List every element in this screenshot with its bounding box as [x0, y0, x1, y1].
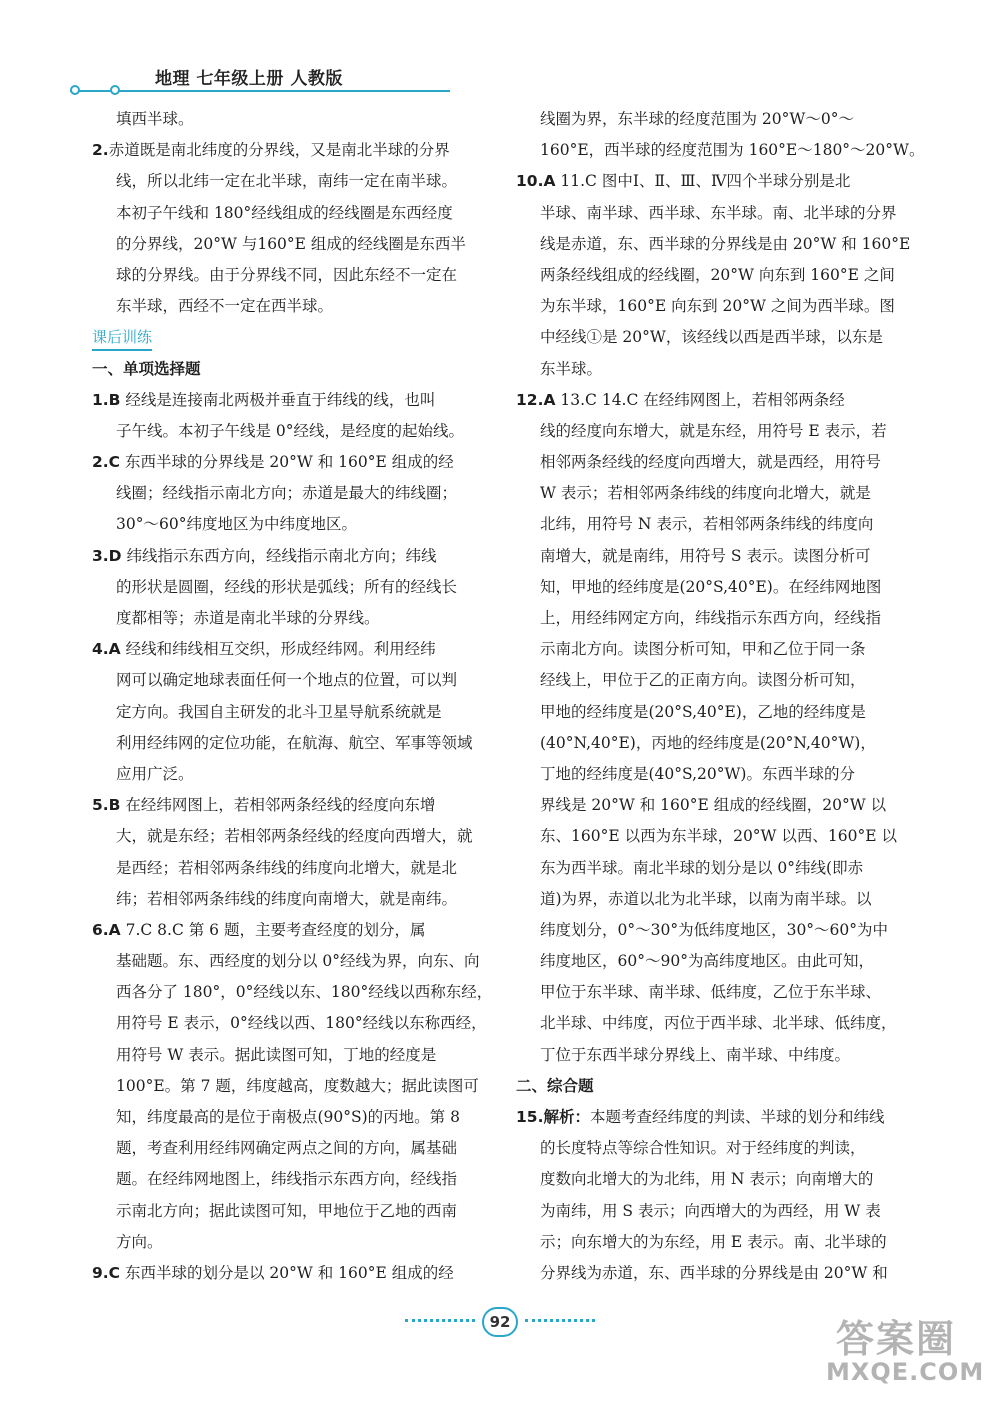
page-header — [70, 58, 470, 108]
line-text: 经线上，甲位于乙的正南方向。读图分析可知， — [540, 671, 866, 690]
line-text: 利用经纬网的定位功能，在航海、航空、军事等领域 — [116, 733, 473, 752]
line-text: 东半球。 — [540, 359, 603, 378]
text-line — [92, 634, 490, 665]
right-column — [516, 104, 925, 1289]
header-dot-left — [70, 85, 80, 95]
line-text: 大，就是东经；若相邻两条经线的经度向西增大，就 — [116, 827, 473, 846]
text-line — [516, 478, 910, 509]
text-line — [516, 1164, 910, 1195]
text-line — [92, 697, 490, 728]
text-line — [92, 884, 490, 915]
header-rule — [70, 90, 450, 92]
line-text: 线的经度向东增大，就是东经，用符号 E 表示，若 — [540, 421, 887, 440]
question-group-heading: 二、综合题 — [516, 1076, 594, 1095]
text-line — [92, 821, 490, 852]
line-text: 本初子午线和 180°经线组成的经线圈是东西经度 — [116, 203, 453, 222]
line-text: 示；向东增大的为东经，用 E 表示。南、北半球的 — [540, 1232, 887, 1251]
line-text: 赤道既是南北纬度的分界线，又是南北半球的分界 — [108, 141, 450, 160]
line-text: 相邻两条经线的经度向西增大，就是西经，用符号 — [540, 453, 882, 472]
text-line — [516, 1102, 910, 1133]
text-line — [516, 416, 910, 447]
text-line — [516, 697, 910, 728]
text-line — [516, 1040, 910, 1071]
line-text: 东、160°E 以西为东半球，20°W 以西、160°E 以 — [540, 827, 897, 846]
text-line — [92, 198, 490, 229]
text-line — [516, 821, 910, 852]
text-line — [516, 946, 910, 977]
line-text: 题。在经纬网地图上，纬线指示东西方向，经线指 — [116, 1170, 458, 1189]
line-text: 东西半球的分界线是 20°W 和 160°E 组成的经 — [120, 453, 454, 472]
line-text: 上，用经纬网定方向，纬线指示东西方向，经线指 — [540, 609, 882, 627]
answer-number: 2.C — [92, 453, 121, 472]
line-text: 甲位于东半球、南半球、低纬度，乙位于东半球、 — [540, 983, 882, 1002]
line-text: (40°N,40°E)，丙地的经纬度是(20°N,40°W)， — [540, 733, 876, 752]
line-text: 100°E。第 7 题，纬度越高，度数越大；据此读图可 — [116, 1076, 479, 1095]
text-line — [516, 1133, 910, 1164]
text-line — [516, 166, 910, 197]
line-text: W 表示；若相邻两条纬线的纬度向北增大，就是 — [540, 484, 871, 503]
text-line — [516, 447, 910, 478]
line-text: 160°E，西半球的经度范围为 160°E～180°～20°W。 — [540, 141, 925, 160]
text-line — [92, 1040, 490, 1071]
question-group-heading: 一、单项选择题 — [92, 359, 201, 378]
text-line — [92, 1258, 490, 1289]
text-line — [92, 416, 490, 447]
text-line — [92, 915, 490, 946]
answer-number: 10.A — [516, 172, 556, 191]
line-text: 纬度划分，0°～30°为低纬度地区，30°～60°为中 — [540, 920, 889, 939]
line-text: 子午线。本初子午线是 0°经线，是经度的起始线。 — [116, 421, 465, 440]
line-text: 11.C 图中Ⅰ、Ⅱ、Ⅲ、Ⅳ四个半球分别是北 — [555, 172, 851, 191]
text-line — [516, 135, 925, 166]
line-text: 用符号 E 表示，0°经线以西、180°经线以东称西经， — [116, 1014, 487, 1033]
text-line — [92, 104, 490, 135]
text-line — [92, 1196, 490, 1227]
header-dot-right — [110, 85, 120, 95]
line-text: 7.C 8.C 第 6 题，主要考查经度的划分，属 — [120, 920, 426, 939]
text-line — [516, 1258, 910, 1289]
answer-number: 3.D — [92, 546, 122, 565]
text-line — [92, 1071, 490, 1102]
text-line — [516, 291, 910, 322]
analysis-label: 解析： — [543, 1108, 590, 1126]
text-line — [516, 354, 910, 385]
line-text: 纬；若相邻两条纬线的纬度向南增大，就是南纬。 — [116, 889, 458, 908]
line-text: 为南纬，用 S 表示；向西增大的为西经，用 W 表 — [540, 1201, 881, 1220]
line-text: 经线和纬线相互交织，形成经纬网。利用经纬 — [120, 640, 436, 659]
line-text: 纬线指示东西方向，经线指示南北方向；纬线 — [121, 546, 437, 565]
line-text: 东为西半球。南北半球的划分是以 0°纬线(即赤 — [540, 858, 864, 877]
line-text: 为东半球，160°E 向东到 20°W 之间为西半球。图 — [540, 297, 895, 316]
text-line — [92, 728, 490, 759]
text-line — [92, 1008, 490, 1039]
answer-number: 9.C — [92, 1263, 121, 1282]
line-text: 示南北方向。读图分析可知，甲和乙位于同一条 — [540, 640, 866, 659]
answer-number: 15. — [516, 1108, 544, 1126]
text-line — [516, 634, 910, 665]
line-text: 本题考查经纬度的判读、半球的划分和纬线 — [589, 1108, 885, 1126]
line-text: 定方向。我国自主研发的北斗卫星导航系统就是 — [116, 702, 442, 721]
line-text: 知，纬度最高的是位于南极点(90°S)的丙地。第 8 — [116, 1108, 460, 1126]
page-number: 92 — [482, 1307, 518, 1337]
line-text: 在经纬网图上，若相邻两条经线的经度向东增 — [120, 796, 436, 815]
line-text: 的长度特点等综合性知识。对于经纬度的判读， — [540, 1139, 866, 1158]
line-text: 丁位于东西半球分界线上、南半球、中纬度。 — [540, 1045, 851, 1064]
text-line — [516, 104, 910, 135]
text-line — [92, 260, 490, 291]
text-line — [516, 1008, 910, 1039]
text-line — [92, 759, 490, 790]
text-line — [92, 135, 490, 166]
line-text: 度都相等；赤道是南北半球的分界线。 — [116, 609, 380, 627]
line-text: 基础题。东、西经度的划分以 0°经线为界，向东、向 — [116, 952, 480, 971]
text-line — [516, 759, 910, 790]
line-text: 的分界线，20°W 与160°E 组成的经线圈是东西半 — [116, 234, 466, 253]
text-line — [92, 977, 493, 1008]
text-line — [92, 166, 490, 197]
line-text: 30°～60°纬度地区为中纬度地区。 — [116, 515, 357, 534]
watermark-text-bottom: MXQE.COM — [826, 1358, 985, 1386]
text-line — [92, 229, 490, 260]
watermark-text-top: 答案圈 — [836, 1317, 957, 1361]
line-text: 度数向北增大的为北纬，用 N 表示；向南增大的 — [540, 1170, 874, 1189]
text-line — [516, 229, 910, 260]
text-line — [92, 665, 490, 696]
line-text: 西各分了 180°，0°经线以东、180°经线以西称东经， — [116, 983, 493, 1002]
text-line — [516, 572, 910, 603]
line-text: 线圈为界，东半球的经度范围为 20°W～0°～ — [540, 110, 854, 128]
left-column — [92, 104, 493, 1289]
text-line — [516, 853, 910, 884]
line-text: 线圈；经线指示南北方向；赤道是最大的纬线圈； — [116, 484, 458, 503]
line-text: 东半球，西经不一定在西半球。 — [116, 297, 334, 316]
text-line — [92, 790, 490, 821]
text-line — [516, 728, 910, 759]
text-line — [92, 1133, 490, 1164]
footer-dots-right — [525, 1319, 595, 1322]
text-line — [516, 1227, 910, 1258]
line-text: 北纬，用符号 N 表示，若相邻两条纬线的纬度向 — [540, 515, 874, 534]
line-text: 填西半球。 — [116, 110, 194, 128]
line-text: 网可以确定地球表面任何一个地点的位置，可以判 — [116, 671, 458, 690]
text-line — [516, 603, 910, 634]
text-line — [92, 603, 490, 634]
text-line — [92, 853, 490, 884]
line-text: 球的分界线。由于分界线不同，因此东经不一定在 — [116, 265, 458, 284]
text-line — [516, 198, 910, 229]
line-text: 是西经；若相邻两条纬线的纬度向北增大，就是北 — [116, 858, 458, 877]
line-text: 分界线为赤道，东、西半球的分界线是由 20°W 和 — [540, 1263, 888, 1282]
text-line — [92, 447, 490, 478]
text-line — [92, 1164, 490, 1195]
line-text: 13.C 14.C 在经纬网图上，若相邻两条经 — [555, 390, 845, 409]
line-text: 南增大，就是南纬，用符号 S 表示。读图分析可 — [540, 546, 871, 565]
text-line — [92, 572, 490, 603]
text-line — [516, 509, 910, 540]
book-title: 地理 七年级上册 人教版 — [155, 69, 343, 89]
line-text: 方向。 — [116, 1232, 163, 1251]
footer-dots-left — [405, 1319, 475, 1322]
line-text: 两条经线组成的经线圈，20°W 向东到 160°E 之间 — [540, 265, 895, 284]
text-line — [92, 946, 490, 977]
line-text: 经线是连接南北两极并垂直于纬线的线，也叫 — [120, 390, 436, 409]
line-text: 中经线①是 20°W，该经线以西是西半球，以东是 — [540, 328, 883, 347]
answer-number: 1.B — [92, 390, 121, 409]
text-line — [516, 260, 910, 291]
line-text: 界线是 20°W 和 160°E 组成的经线圈，20°W 以 — [540, 796, 887, 815]
text-line — [92, 541, 490, 572]
section-label: 课后训练 — [92, 325, 152, 351]
watermark-logo — [808, 1308, 998, 1398]
answer-number: 6.A — [92, 920, 121, 939]
line-text: 线，所以北纬一定在北半球，南纬一定在南半球。 — [116, 172, 458, 191]
answer-number: 12.A — [516, 390, 556, 409]
text-line — [516, 1196, 910, 1227]
section-title — [92, 322, 490, 353]
line-text: 应用广泛。 — [116, 764, 194, 783]
line-text: 纬度地区，60°～90°为高纬度地区。由此可知， — [540, 952, 874, 971]
answer-number: 4.A — [92, 640, 121, 659]
text-line — [92, 291, 490, 322]
text-line — [516, 884, 910, 915]
line-text: 的形状是圆圈，经线的形状是弧线；所有的经线长 — [116, 577, 458, 596]
text-line — [92, 1102, 490, 1133]
text-line — [516, 790, 910, 821]
line-text: 北半球、中纬度，丙位于西半球、北半球、低纬度， — [540, 1014, 897, 1033]
line-text: 题，考查利用经纬网确定两点之间的方向，属基础 — [116, 1139, 458, 1158]
line-text: 线是赤道，东、西半球的分界线是由 20°W 和 160°E — [540, 234, 911, 253]
text-line — [516, 665, 910, 696]
text-line — [516, 977, 910, 1008]
text-line — [92, 1227, 490, 1258]
line-text: 半球、南半球、西半球、东半球。南、北半球的分界 — [540, 203, 897, 222]
line-text: 知，甲地的经纬度是(20°S,40°E)。在经纬网地图 — [540, 577, 882, 596]
line-text: 丁地的经纬度是(40°S,20°W)。东西半球的分 — [540, 764, 855, 783]
text-line — [516, 915, 910, 946]
text-line — [92, 385, 490, 416]
text-line — [516, 541, 910, 572]
line-text: 东西半球的划分是以 20°W 和 160°E 组成的经 — [120, 1263, 454, 1282]
answer-number: 5.B — [92, 796, 121, 815]
text-line — [92, 478, 490, 509]
text-line — [516, 385, 910, 416]
line-text: 示南北方向；据此读图可知，甲地位于乙地的西南 — [116, 1201, 458, 1220]
text-line — [92, 509, 490, 540]
text-line — [516, 322, 910, 353]
answer-number: 2. — [92, 141, 109, 160]
line-text: 道)为界，赤道以北为北半球，以南为南半球。以 — [540, 889, 872, 908]
line-text: 用符号 W 表示。据此读图可知，丁地的经度是 — [116, 1045, 437, 1064]
line-text: 甲地的经纬度是(20°S,40°E)，乙地的经纬度是 — [540, 702, 866, 721]
